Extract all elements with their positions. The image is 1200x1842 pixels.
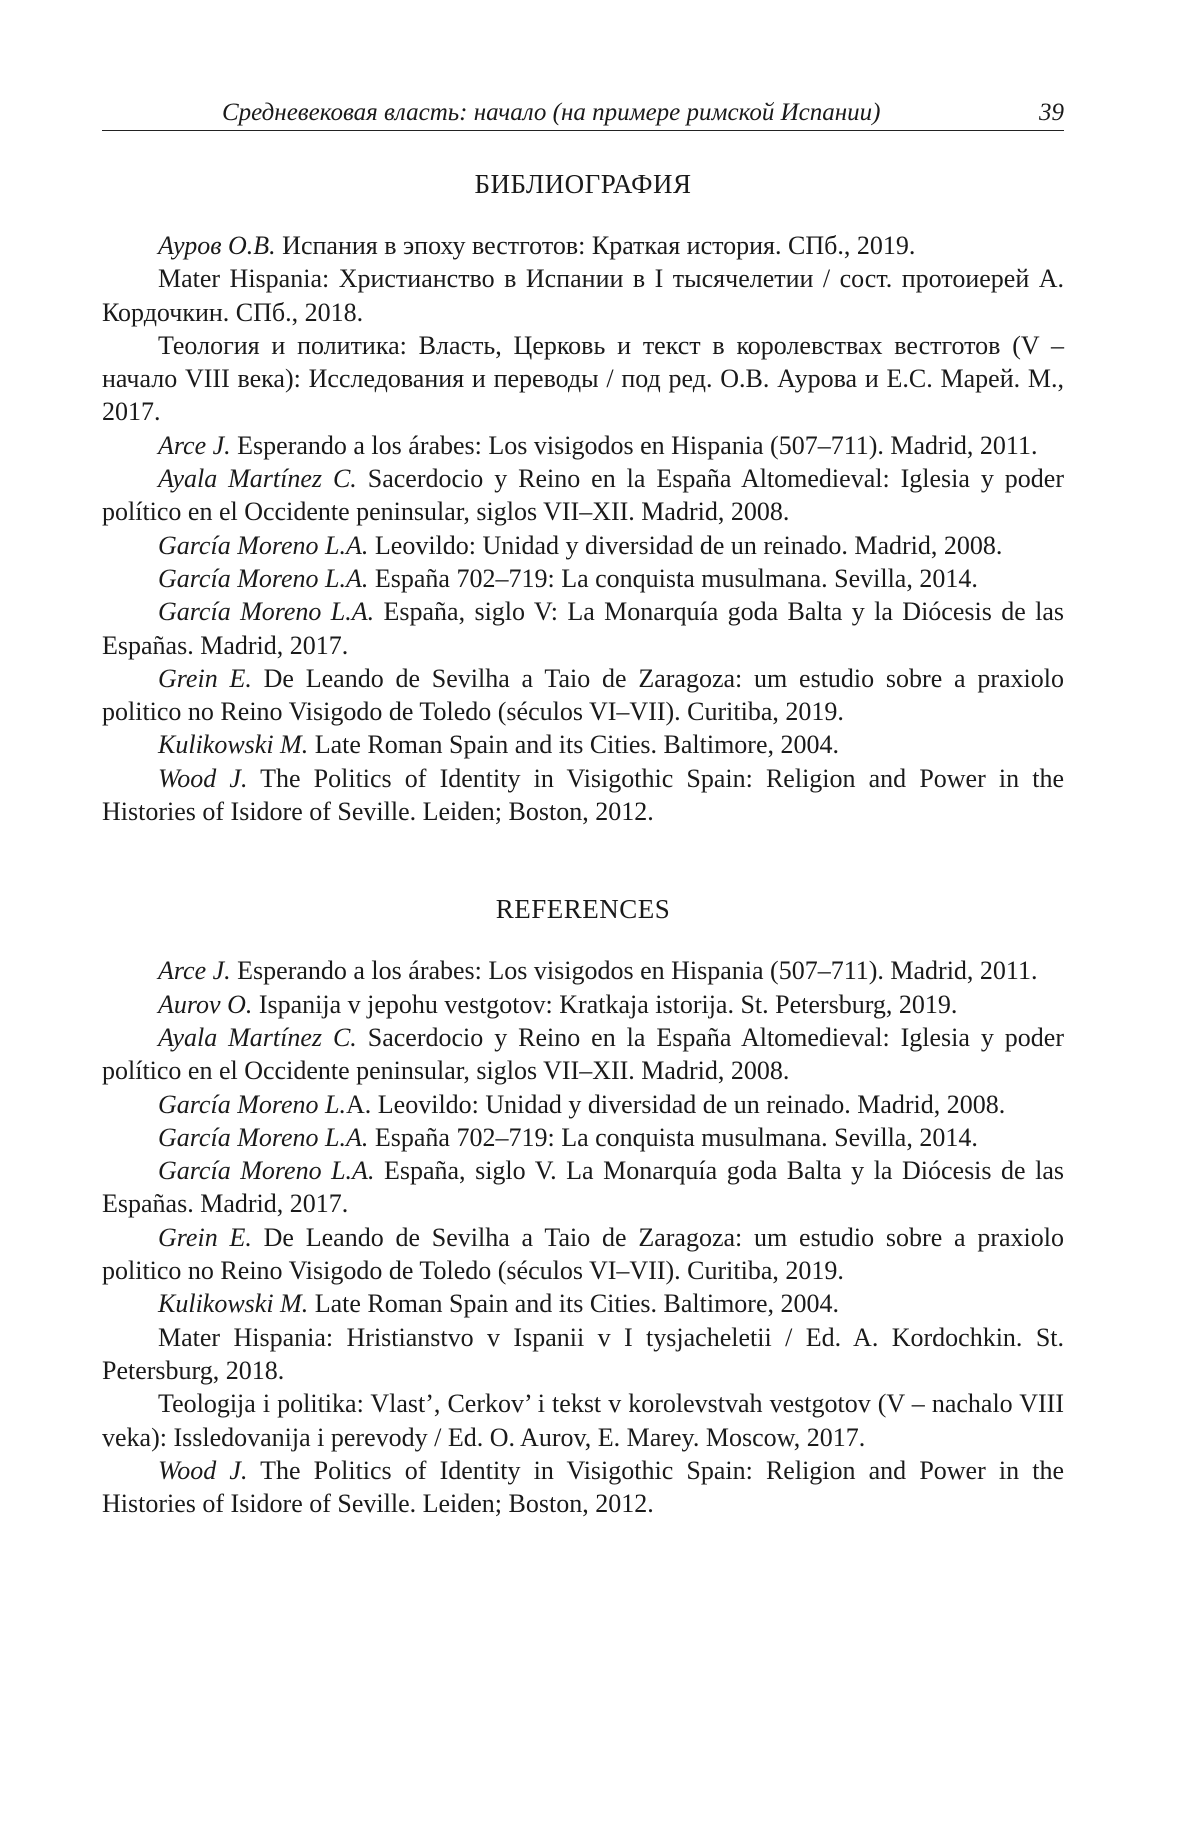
reference-author: Kulikowski M. [158,1289,309,1319]
reference-entry [102,1287,1064,1320]
reference-entry [102,1021,1064,1088]
reference-author: Arce J. [158,430,231,460]
reference-text: Испания в эпоху вестготов: Краткая история. СПб., 2019. [275,231,916,260]
reference-author: Grein E. [158,663,252,693]
reference-entry [102,562,1064,595]
reference-author: Wood J. [158,1455,248,1485]
reference-entry [102,1454,1064,1521]
reference-entry [102,429,1064,462]
reference-text: Mater Hispania: Христианство в Испании в I тысячелетии / сост. протоиерей А. Кордочкин. СПб., 2018. [102,264,1064,327]
reference-text: Late Roman Spain and its Cities. Baltimore, 2004. [308,1289,839,1319]
reference-entry [102,595,1064,662]
reference-text: Teologija i politika: Vlast’, Cerkov’ i tekst v korolevstvah vestgotov (V – nachalo VIII veka): Issledovanija i perevody / Ed. O. Aurov, E. Marey. Moscow, 2017. [102,1389,1064,1452]
reference-author: Wood J. [158,763,248,793]
reference-entry [102,329,1064,429]
reference-text: Sacerdocio y Reino en la España Altomedieval: Iglesia y poder político en el Occidente peninsular, siglos VII–XII. Madrid, 2008. [102,1022,1064,1086]
reference-text: España, siglo V. La Monarquía goda Balta y la Diócesis de las Españas. Madrid, 2017. [102,1156,1064,1219]
reference-text: Esperando a los árabes: Los visigodos en Hispania (507–711). Madrid, 2011. [230,956,1038,986]
reference-entry [102,262,1064,329]
reference-text: Теология и политика: Власть, Церковь и текст в королевствах вестготов (V – начало VIII века): Исследования и переводы / под ред. О.В. Аурова и Е.С. Марей. М., 2017. [102,330,1064,427]
reference-author: Kulikowski M. [158,730,309,760]
reference-author: Grein E. [158,1222,252,1252]
reference-text: España, siglo V: La Monarquía goda Balta y la Diócesis de las Españas. Madrid, 2017. [102,597,1064,660]
reference-entry [102,1088,1064,1121]
reference-entry [102,462,1064,529]
reference-author: García Moreno L.A. [158,1156,375,1186]
reference-text: Leovildo: Unidad y diversidad de un reinado. Madrid, 2008. [368,530,1003,560]
reference-author: Ayala Martínez C. [158,464,357,494]
reference-entry [102,1387,1064,1454]
reference-text: Mater Hispania: Hristianstvo v Ispanii v I tysjacheletii / Ed. A. Kordochkin. St. Petersburg, 2018. [102,1322,1064,1385]
bibliography-list [102,229,1064,828]
reference-text: De Leando de Sevilha a Taio de Zaragoza: um estudio sobre a praxiolo politico no Reino Visigodo de Toledo (séculos VI–VII). Curitiba, 2019. [102,1222,1064,1286]
reference-author: Arce J. [158,956,231,986]
running-head [102,96,1064,131]
reference-text: España 702–719: La conquista musulmana. Sevilla, 2014. [368,1122,978,1152]
book-page [102,96,1064,1520]
reference-text: A. Leovildo: Unidad y diversidad de un reinado. Madrid, 2008. [346,1089,1006,1119]
reference-entry [102,1221,1064,1288]
reference-entry [102,529,1064,562]
reference-text: De Leando de Sevilha a Taio de Zaragoza: um estudio sobre a praxiolo politico no Reino Visigodo de Toledo (séculos VI–VII). Curitiba, 2019. [102,663,1064,727]
reference-entry [102,662,1064,729]
reference-text: Late Roman Spain and its Cities. Baltimore, 2004. [308,730,839,760]
reference-text: Sacerdocio y Reino en la España Altomedieval: Iglesia y poder político en el Occidente peninsular, siglos VII–XII. Madrid, 2008. [102,464,1064,527]
reference-entry [102,988,1064,1021]
reference-entry [102,728,1064,761]
reference-entry [102,1321,1064,1388]
reference-entry [102,762,1064,829]
reference-text: The Politics of Identity in Visigothic Spain: Religion and Power in the Histories of Isidore of Seville. Leiden; Boston, 2012. [102,1455,1065,1519]
reference-entry [102,229,1064,262]
reference-author: García Moreno L.A. [158,563,369,593]
references-list [102,954,1064,1520]
page-number: 39 [1039,99,1064,126]
reference-author: García Moreno L.A. [158,1122,369,1152]
reference-text: Ispanija v jepohu vestgotov: Kratkaja istorija. St. Petersburg, 2019. [252,989,958,1019]
bibliography-heading: БИБЛИОГРАФИЯ [474,169,692,199]
reference-text: Esperando a los árabes: Los visigodos en Hispania (507–711). Madrid, 2011. [230,430,1038,460]
reference-entry [102,1121,1064,1154]
reference-author: Ayala Martínez C. [158,1022,357,1052]
reference-author: García Moreno L.A. [158,597,375,627]
reference-text: The Politics of Identity in Visigothic Spain: Religion and Power in the Histories of Isidore of Seville. Leiden; Boston, 2012. [102,763,1065,827]
running-head-title: Средневековая власть: начало (на примере римской Испании) [222,99,881,126]
reference-author: García Moreno L.A. [158,530,369,560]
reference-author: García Moreno L. [158,1089,347,1119]
reference-entry [102,1154,1064,1221]
reference-author: Ауров О.В. [158,231,276,260]
reference-text: España 702–719: La conquista musulmana. Sevilla, 2014. [368,563,978,593]
reference-author: Aurov O. [158,989,253,1019]
references-heading: REFERENCES [495,894,671,925]
reference-entry [102,954,1064,987]
